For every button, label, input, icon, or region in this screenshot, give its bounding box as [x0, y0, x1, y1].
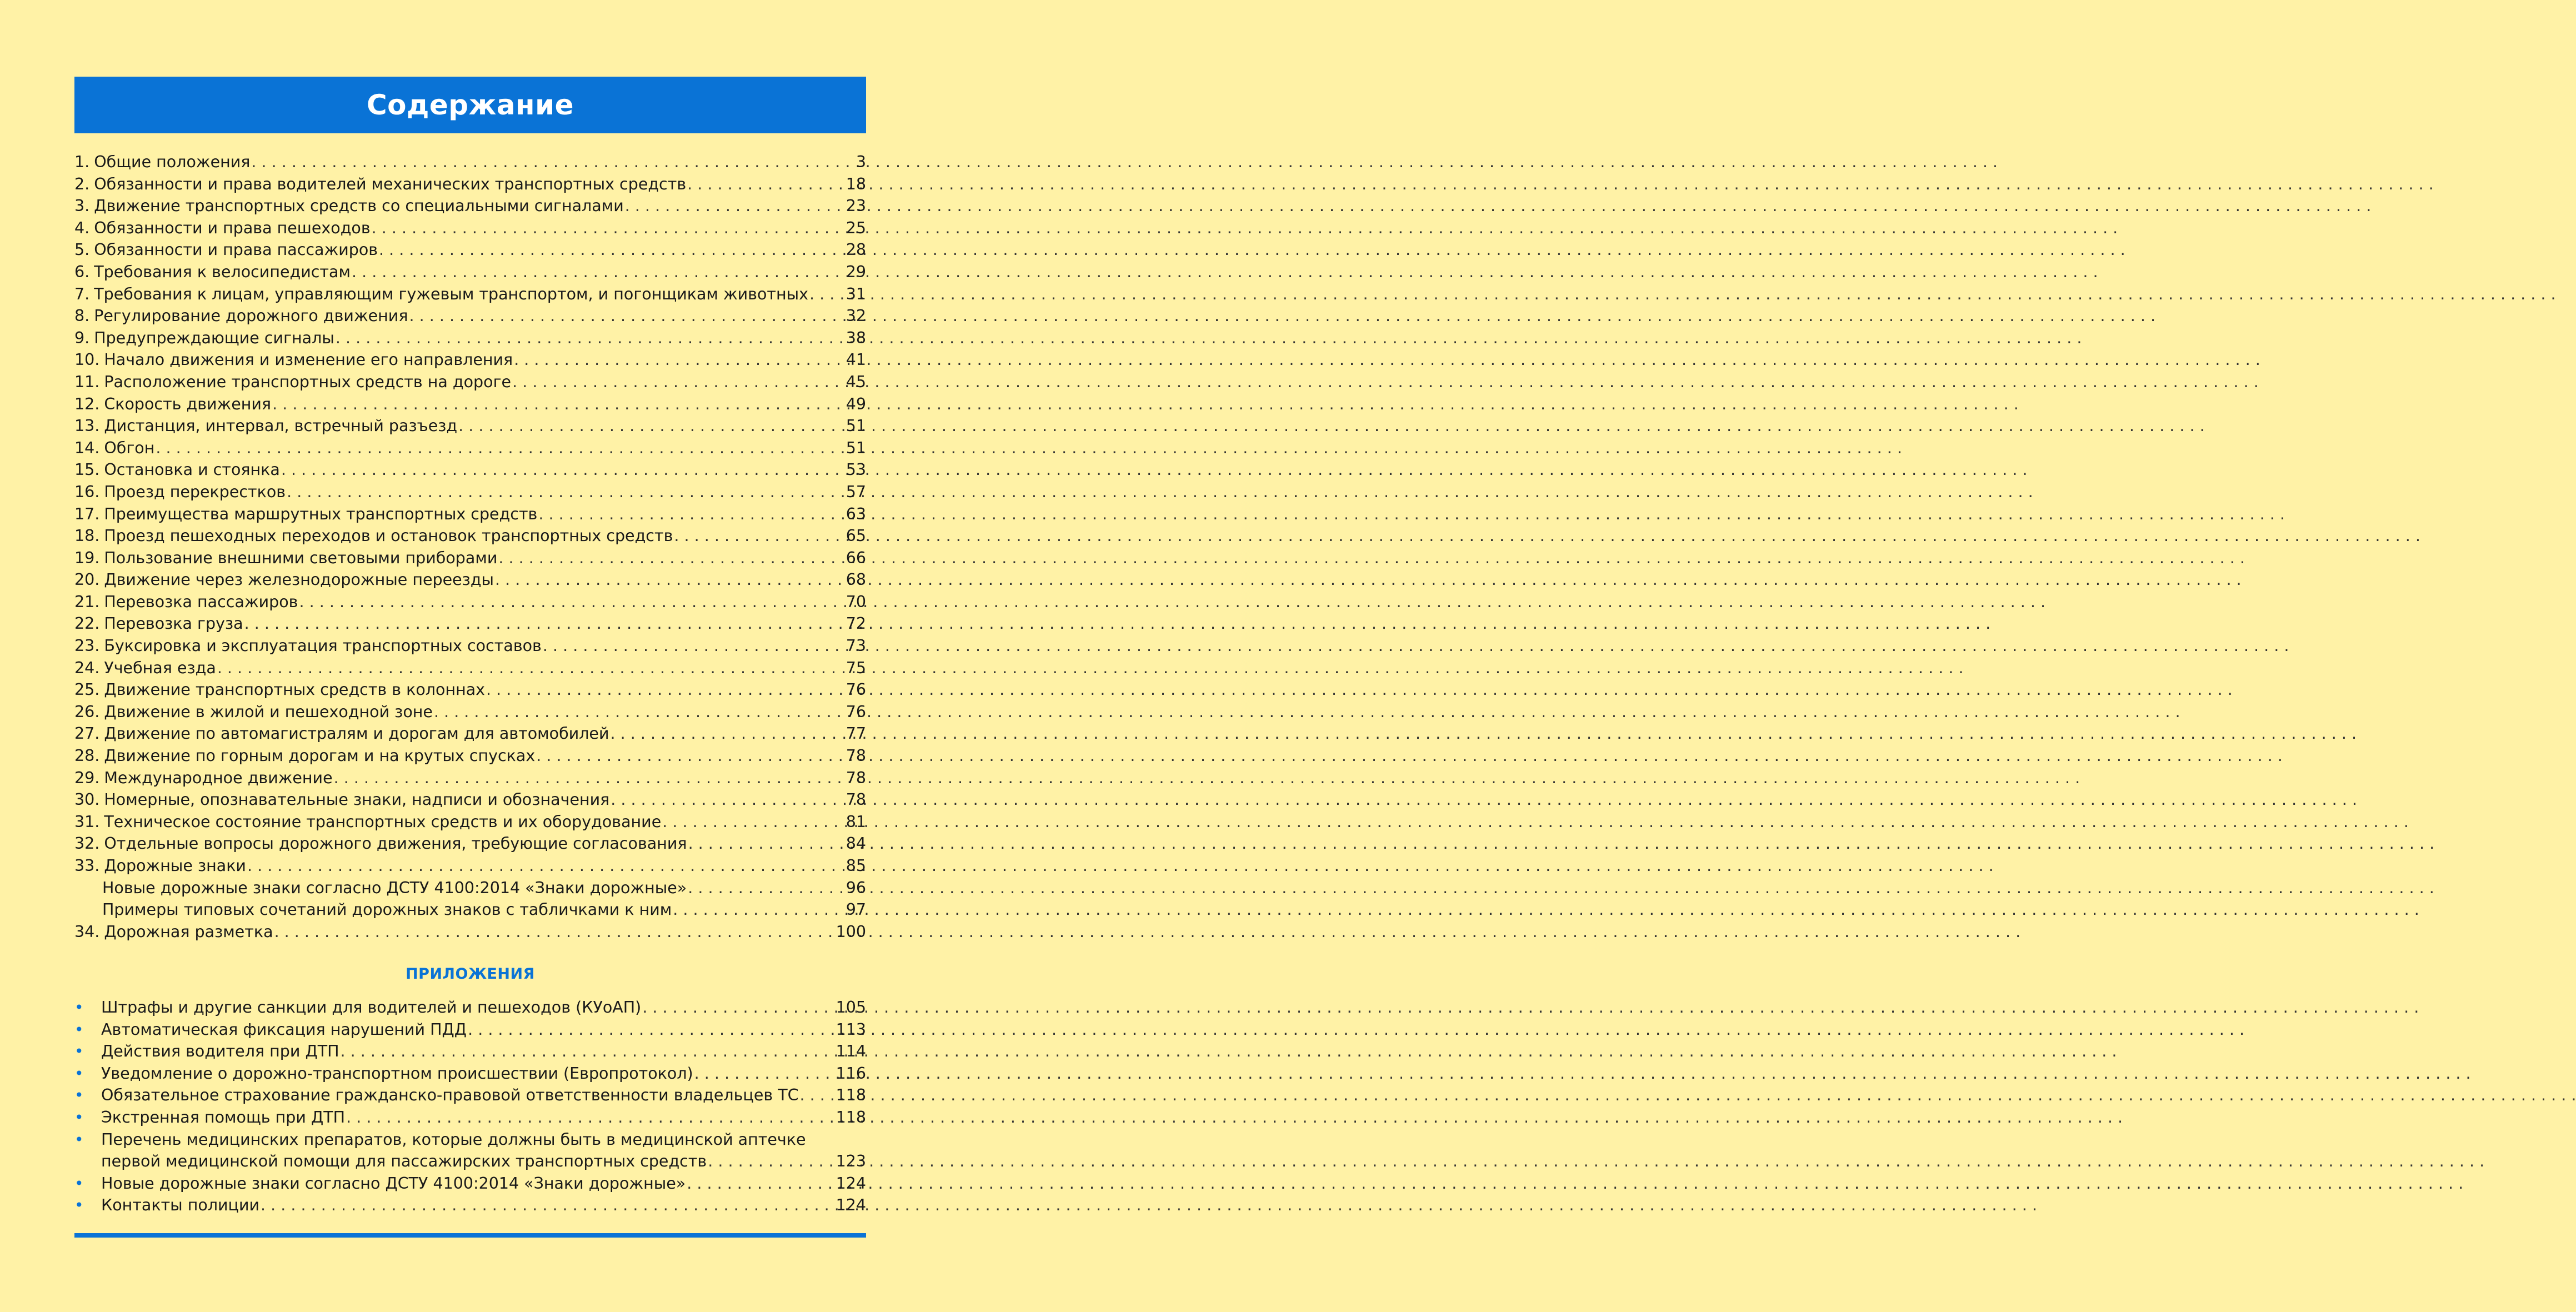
toc-entry[interactable]: [74, 503, 866, 525]
toc-entry-number: 15.: [74, 460, 100, 479]
toc-entry-label: Буксировка и эксплуатация транспортных составов: [104, 637, 542, 655]
dot-leader: [662, 811, 844, 833]
toc-entry-page: 51: [846, 438, 866, 457]
appendix-entry-label: первой медицинской помощи для пассажирских транспортных средств: [101, 1152, 707, 1171]
toc-entry-label: Дорожная разметка: [104, 922, 273, 941]
dot-leader: [287, 481, 844, 503]
toc-entry-label: Остановка и стоянка: [104, 460, 280, 479]
toc-entry-page: 77: [846, 724, 866, 743]
toc-entry-label: Обязанности и права пешеходов: [94, 218, 371, 237]
dot-leader: [674, 525, 843, 547]
toc-entry-page: 100: [836, 922, 866, 941]
toc-entry-label: Начало движения и изменение его направления: [104, 350, 513, 369]
toc-entry-label: Проезд пешеходных переходов и остановок транспортных средств: [104, 527, 673, 545]
toc-entry[interactable]: [74, 745, 866, 767]
toc-entry[interactable]: [74, 305, 866, 327]
toc-entry[interactable]: [74, 371, 866, 393]
toc-entry-number: 8.: [74, 307, 90, 326]
toc-entry-number: 20.: [74, 570, 100, 589]
appendix-entry-label: Уведомление о дорожно-транспортном происшествии (Европротокол): [101, 1064, 693, 1083]
appendix-entry-label: Экстренная помощь при ДТП: [101, 1108, 346, 1126]
toc-entry-label: Международное движение: [104, 768, 333, 787]
toc-entry-label: Обгон: [104, 438, 155, 457]
toc-entry-number: 29.: [74, 768, 100, 787]
toc-entry-number: 23.: [74, 637, 100, 655]
toc-entry-number: 30.: [74, 790, 100, 809]
dot-leader: [673, 899, 843, 921]
toc-entry-page: 73: [846, 637, 866, 655]
toc-entry-page: 65: [846, 527, 866, 545]
toc-entry[interactable]: [74, 569, 866, 591]
dot-leader: [687, 173, 844, 196]
toc-entry-page: 18: [846, 174, 866, 193]
appendix-entry-page: 113: [836, 1020, 866, 1039]
toc-entry-number: 34.: [74, 922, 100, 941]
toc-entry-number: 33.: [74, 857, 100, 875]
dot-leader: [498, 547, 843, 569]
toc-entry[interactable]: [74, 327, 866, 349]
appendix-entry-label: Обязательное страхование гражданско-правовой ответственности владельцев ТС: [101, 1086, 799, 1105]
dot-leader: [625, 195, 844, 217]
toc-entry-label: Новые дорожные знаки согласно ДСТУ 4100:2014 «Знаки дорожные»: [102, 878, 687, 897]
dot-leader: [687, 1173, 833, 1195]
toc-entry-label: Пользование внешними световыми приборами: [104, 548, 498, 567]
toc-entry-label: Требования к лицам, управляющим гужевым транспортом, и погонщикам животных: [94, 284, 809, 303]
appendix-entry-continuation[interactable]: [74, 1150, 866, 1173]
appendix-entry[interactable]: [74, 1019, 866, 1041]
toc-entry[interactable]: [74, 701, 866, 723]
dot-leader: [156, 437, 843, 459]
toc-entry-label: Движение через железнодорожные переезды: [104, 570, 494, 589]
toc-entry[interactable]: [74, 239, 866, 261]
dot-leader: [261, 1194, 834, 1216]
toc-entry-number: 12.: [74, 394, 100, 413]
appendix-entry-page: 116: [836, 1064, 866, 1083]
toc-entry-page: 84: [846, 834, 866, 853]
appendix-entry-page: 123: [836, 1152, 866, 1171]
toc-entry-page: 76: [846, 680, 866, 699]
toc-entry[interactable]: [74, 459, 866, 481]
toc-entry-label: Дистанция, интервал, встречный разъезд: [104, 417, 458, 435]
bullet-icon: •: [74, 1130, 84, 1149]
appendix-entry[interactable]: [74, 1040, 866, 1063]
toc-entry[interactable]: [74, 877, 866, 899]
toc-entry-number: 16.: [74, 482, 100, 501]
toc-entry-label: Движение транспортных средств в колоннах: [104, 680, 486, 699]
toc-entry-page: 51: [846, 417, 866, 435]
dot-leader: [514, 349, 844, 371]
toc-entry-label: Движение транспортных средств со специальными сигналами: [94, 197, 624, 216]
dot-leader: [272, 393, 844, 415]
toc-entry-page: 23: [846, 197, 866, 216]
dot-leader: [341, 1040, 834, 1063]
toc-entry-number: 17.: [74, 504, 100, 523]
bullet-icon: •: [74, 1108, 84, 1126]
page-title: Содержание: [366, 89, 574, 121]
toc-entry-label: Перевозка пассажиров: [104, 592, 298, 611]
toc-entry-number: 6.: [74, 262, 90, 281]
appendix-entry-label: Контакты полиции: [101, 1196, 259, 1215]
dot-leader: [538, 503, 843, 525]
toc-entry-number: 32.: [74, 834, 100, 853]
appendix-entry-page: 118: [836, 1108, 866, 1126]
toc-entry-label: Регулирование дорожного движения: [94, 307, 408, 326]
appendix-entry-label: Новые дорожные знаки согласно ДСТУ 4100:2014 «Знаки дорожные»: [101, 1174, 686, 1193]
toc-entry-number: 4.: [74, 218, 90, 237]
toc-entry[interactable]: [74, 481, 866, 503]
toc-entry-page: 3: [856, 153, 866, 171]
dot-leader: [611, 789, 843, 811]
toc-entry-page: 78: [846, 790, 866, 809]
toc-entry[interactable]: [74, 591, 866, 613]
dot-leader: [434, 701, 844, 723]
toc-entry-number: 5.: [74, 241, 90, 259]
toc-entry-page: 85: [846, 857, 866, 875]
bullet-icon: •: [74, 1042, 84, 1061]
appendix-entry-label-line1: Перечень медицинских препаратов, которые должны быть в медицинской аптечке: [101, 1130, 806, 1149]
toc-entry-number: 24.: [74, 658, 100, 677]
toc-entry-page: 31: [846, 284, 866, 303]
toc-entry-label: Расположение транспортных средств на дороге: [104, 372, 512, 391]
dot-leader: [251, 151, 853, 173]
toc-entry[interactable]: [74, 679, 866, 701]
toc-entry-page: 78: [846, 747, 866, 765]
toc-entry-page: 25: [846, 218, 866, 237]
toc-entry-page: 78: [846, 768, 866, 787]
title-bar: [74, 77, 866, 133]
appendix-entry[interactable]: [74, 1194, 866, 1216]
dot-leader: [458, 415, 844, 437]
bullet-icon: •: [74, 1174, 84, 1193]
appendix-entry[interactable]: [74, 996, 866, 1019]
appendix-entry[interactable]: [74, 1129, 866, 1151]
toc-entry-number: 10.: [74, 350, 100, 369]
toc-entry-label: Предупреждающие сигналы: [94, 328, 334, 347]
table-of-contents: [74, 151, 866, 943]
toc-entry-number: 3.: [74, 197, 90, 216]
toc-entry-number: 7.: [74, 284, 90, 303]
dot-leader: [346, 1106, 834, 1129]
toc-entry[interactable]: [74, 789, 866, 811]
appendix-entry[interactable]: [74, 1084, 866, 1106]
toc-entry-page: 28: [846, 241, 866, 259]
toc-entry-page: 38: [846, 328, 866, 347]
toc-entry[interactable]: [74, 283, 866, 306]
toc-entry-page: 53: [846, 460, 866, 479]
dot-leader: [611, 723, 844, 745]
bullet-icon: •: [74, 998, 84, 1016]
appendix-entry-page: 118: [836, 1086, 866, 1105]
toc-entry[interactable]: [74, 415, 866, 437]
toc-entry-page: 57: [846, 482, 866, 501]
toc-entry[interactable]: [74, 547, 866, 569]
dot-leader: [512, 371, 844, 393]
toc-entry-page: 63: [846, 504, 866, 523]
bottom-divider: [74, 1233, 866, 1238]
toc-entry-number: 25.: [74, 680, 100, 699]
toc-entry-page: 75: [846, 658, 866, 677]
toc-entry[interactable]: [74, 855, 866, 877]
toc-entry[interactable]: [74, 261, 866, 283]
toc-entry-label: Обязанности и права водителей механических транспортных средств: [94, 174, 687, 193]
toc-entry-label: Общие положения: [94, 153, 251, 171]
toc-entry-number: 2.: [74, 174, 90, 193]
toc-entry[interactable]: [74, 635, 866, 657]
toc-entry-label: Перевозка груза: [104, 614, 243, 633]
dot-leader: [809, 283, 844, 306]
appendix-entry-page: 114: [836, 1042, 866, 1061]
appendix-entry[interactable]: [74, 1173, 866, 1195]
toc-entry-number: 14.: [74, 438, 100, 457]
toc-entry-page: 68: [846, 570, 866, 589]
appendix-entry-page: 105: [836, 998, 866, 1016]
dot-leader: [800, 1084, 834, 1106]
toc-entry[interactable]: [74, 833, 866, 855]
toc-entry-page: 76: [846, 702, 866, 721]
toc-entry[interactable]: [74, 525, 866, 547]
bullet-icon: •: [74, 1086, 84, 1105]
dot-leader: [468, 1019, 834, 1041]
toc-entry[interactable]: [74, 613, 866, 635]
toc-entry[interactable]: [74, 393, 866, 415]
document-page: [0, 0, 919, 1312]
toc-entry-number: 26.: [74, 702, 100, 721]
dot-leader: [247, 855, 844, 877]
dot-leader: [486, 679, 844, 701]
dot-leader: [543, 635, 844, 657]
dot-leader: [281, 459, 844, 481]
toc-entry[interactable]: [74, 173, 866, 196]
toc-entry-number: 19.: [74, 548, 100, 567]
dot-leader: [708, 1150, 833, 1173]
dot-leader: [536, 745, 844, 767]
appendix-entry[interactable]: [74, 1106, 866, 1129]
dot-leader: [217, 657, 844, 679]
toc-entry-page: 72: [846, 614, 866, 633]
toc-entry-label: Примеры типовых сочетаний дорожных знаков с табличками к ним: [102, 900, 672, 919]
toc-entry-label: Требования к велосипедистам: [94, 262, 351, 281]
dot-leader: [299, 591, 843, 613]
toc-entry-number: 28.: [74, 747, 100, 765]
toc-entry[interactable]: [74, 921, 866, 943]
toc-entry-number: 22.: [74, 614, 100, 633]
toc-entry-label: Номерные, опознавательные знаки, надписи и обозначения: [104, 790, 610, 809]
appendix-entry-label: Действия водителя при ДТП: [101, 1042, 339, 1061]
toc-entry-page: 45: [846, 372, 866, 391]
toc-entry[interactable]: [74, 349, 866, 371]
appendix-entry-page: 124: [836, 1196, 866, 1215]
toc-entry-label: Преимущества маршрутных транспортных средств: [104, 504, 538, 523]
toc-entry-page: 66: [846, 548, 866, 567]
toc-entry-page: 41: [846, 350, 866, 369]
toc-entry-number: 18.: [74, 527, 100, 545]
toc-entry[interactable]: [74, 657, 866, 679]
dot-leader: [694, 1063, 834, 1085]
toc-entry-number: 31.: [74, 812, 100, 831]
toc-entry-page: 96: [846, 878, 866, 897]
toc-entry-page: 32: [846, 307, 866, 326]
toc-entry-number: 11.: [74, 372, 100, 391]
toc-entry-number: 27.: [74, 724, 100, 743]
toc-entry-label: Движение по горным дорогам и на крутых спусках: [104, 747, 536, 765]
appendix-entry-label: Штрафы и другие санкции для водителей и пешеходов (КУоАП): [101, 998, 642, 1016]
appendix-entry[interactable]: [74, 1063, 866, 1085]
bullet-icon: •: [74, 1064, 84, 1083]
dot-leader: [688, 877, 844, 899]
toc-entry[interactable]: [74, 217, 866, 239]
toc-entry-label: Скорость движения: [104, 394, 272, 413]
toc-entry[interactable]: [74, 723, 866, 745]
toc-entry-number: 13.: [74, 417, 100, 435]
toc-entry-label: Отдельные вопросы дорожного движения, требующие согласования: [104, 834, 687, 853]
dot-leader: [379, 239, 844, 261]
toc-entry[interactable]: [74, 899, 866, 921]
dot-leader: [642, 996, 833, 1019]
toc-entry-label: Дорожные знаки: [104, 857, 246, 875]
toc-entry-page: 81: [846, 812, 866, 831]
dot-leader: [372, 217, 844, 239]
toc-entry-page: 97: [846, 900, 866, 919]
toc-entry-label: Техническое состояние транспортных средств и их оборудование: [104, 812, 662, 831]
toc-entry-number: 1.: [74, 153, 90, 171]
toc-entry-number: 9.: [74, 328, 90, 347]
toc-entry[interactable]: [74, 811, 866, 833]
bullet-icon: •: [74, 1196, 84, 1215]
toc-entry-page: 70: [846, 592, 866, 611]
toc-entry[interactable]: [74, 437, 866, 459]
toc-entry[interactable]: [74, 767, 866, 789]
dot-leader: [244, 613, 844, 635]
toc-entry-page: 29: [846, 262, 866, 281]
toc-entry-label: Движение по автомагистралям и дорогам для автомобилей: [104, 724, 609, 743]
appendix-list: [74, 996, 866, 1216]
toc-entry-page: 49: [846, 394, 866, 413]
dot-leader: [688, 833, 844, 855]
toc-entry-label: Движение в жилой и пешеходной зоне: [104, 702, 433, 721]
dot-leader: [336, 327, 844, 349]
toc-entry-label: Обязанности и права пассажиров: [94, 241, 378, 259]
dot-leader: [334, 767, 844, 789]
toc-entry[interactable]: [74, 151, 866, 173]
appendix-entry-label: Автоматическая фиксация нарушений ПДД: [101, 1020, 467, 1039]
appendix-entry-page: 124: [836, 1174, 866, 1193]
bullet-icon: •: [74, 1020, 84, 1039]
dot-leader: [495, 569, 844, 591]
appendix-heading: ПРИЛОЖЕНИЯ: [406, 965, 535, 983]
toc-entry[interactable]: [74, 195, 866, 217]
toc-entry-label: Учебная езда: [104, 658, 216, 677]
dot-leader: [409, 305, 843, 327]
dot-leader: [352, 261, 844, 283]
toc-entry-number: 21.: [74, 592, 100, 611]
dot-leader: [274, 921, 834, 943]
toc-entry-label: Проезд перекрестков: [104, 482, 286, 501]
